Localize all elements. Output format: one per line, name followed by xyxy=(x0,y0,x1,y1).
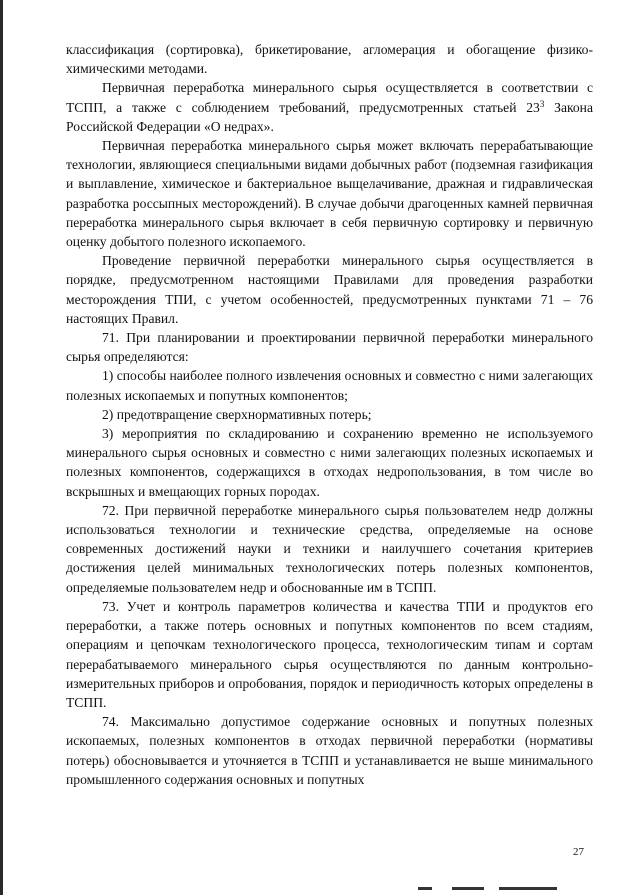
paragraph: Первичная переработка минерального сырья может включать перерабатывающие технологии, являющиеся специальными видами добычных работ (подземная газификация и выплавление, химическое и бактериальное выщелачивание, дражная и гидравлическая разработка россыпных месторождений). В случае добычи драгоценных камней первичная переработка минерального сырья включает в себя первичную сортировку и первичную оценку добытого полезного ископаемого. xyxy=(66,138,593,250)
paragraph: Проведение первичной переработки минерального сырья осуществляется в порядке, предусмотренном настоящими Правилами для проведения разработки месторождения ТПИ, с учетом особенностей, предусмотренных пунктами 71 – 76 настоящих Правил. xyxy=(66,253,593,326)
page-number: 27 xyxy=(573,846,584,858)
paragraph: 73. Учет и контроль параметров количества и качества ТПИ и продуктов его переработки, а также потерь основных и попутных компонентов по всем стадиям, операциям и цепочкам технологического процесса, технологическим типам и сортам перерабатываемого минерального сырья осуществляются по данным контрольно-измерительных приборов и опробования, порядок и периодичность которых определены в ТСПП. xyxy=(66,598,593,710)
superscript: 3 xyxy=(539,98,545,109)
scan-artifact xyxy=(499,887,557,890)
paragraph xyxy=(66,78,593,136)
paragraph: 1) способы наиболее полного извлечения основных и совместно с ними залегающих полезных ископаемых и попутных компонентов; xyxy=(66,368,593,403)
document-body xyxy=(66,40,593,789)
scan-artifact xyxy=(418,887,432,890)
paragraph-text: Закона Российской Федерации «О недрах». xyxy=(66,99,593,134)
scan-artifact xyxy=(452,887,484,890)
paragraph: 3) мероприятия по складированию и сохранению временно не используемого минерального сырья основных и совместно с ними залегающих полезных ископаемых и полезных компонентов, содержащихся в отходах недропользования, в том числе во вскрышных и вмещающих горных породах. xyxy=(66,426,593,499)
scan-edge xyxy=(0,0,3,895)
paragraph: 72. При первичной переработке минерального сырья пользователем недр должны использоваться технологии и технические средства, определяемые на основе современных достижений науки и техники и наилучшего сочетания критериев достижения целей минимальных технологических потерь полезных компонентов, определяемые пользователем недр и обоснованные им в ТСПП. xyxy=(66,502,593,595)
paragraph: 71. При планировании и проектировании первичной переработки минерального сырья определяются: xyxy=(66,330,593,365)
paragraph-text: Первичная переработка минерального сырья осуществляется в соответствии с ТСПП, а также с соблюдением требований, предусмотренных статьей 23 xyxy=(66,80,593,115)
paragraph: 74. Максимально допустимое содержание основных и попутных полезных ископаемых, полезных компонентов в отходах первичной переработки (нормативы потерь) обосновывается и уточняется в ТСПП и устанавливается не выше минимального промышленного содержания основных и попутных xyxy=(66,714,593,787)
paragraph: 2) предотвращение сверхнормативных потерь; xyxy=(102,406,372,422)
paragraph: классификация (сортировка), брикетирование, агломерация и обогащение физико-химическими методами. xyxy=(66,42,593,77)
